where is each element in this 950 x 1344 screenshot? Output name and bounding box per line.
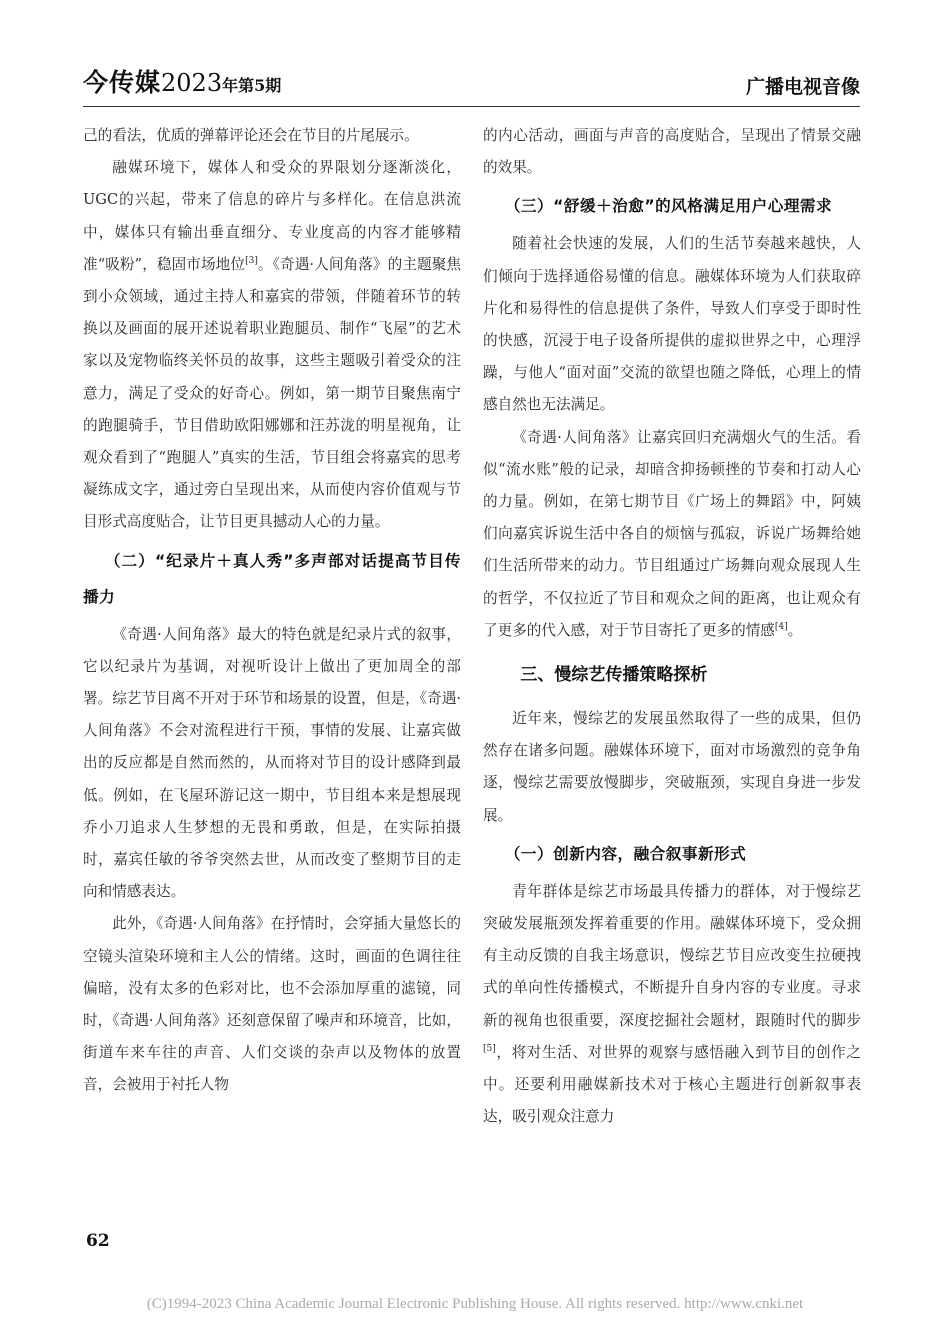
citation-ref: [4] (774, 621, 788, 632)
subsection-heading: （一）创新内容，融合叙事新形式 (504, 844, 747, 863)
paragraph: 的内心活动，画面与声音的高度贴合，呈现出了情景交融的效果。 (483, 127, 861, 177)
journal-name: 今传媒 (83, 68, 162, 97)
citation-ref: [5] (483, 1044, 496, 1055)
paragraph-text: ，将对生活、对世界的观察与感悟融入到节目的创作之中。还要利用融媒新技术对于核心主题进行创新叙事表达，吸引观众注意力 (483, 1043, 861, 1126)
running-header (83, 62, 860, 106)
paragraph: 此外，《奇遇·人间角落》在抒情时，会穿插大量悠长的空镜头渲染环境和主人公的情绪。这时，画面的色调往往偏暗，没有太多的色彩对比，也不会添加厚重的滤镜，同时，《奇遇·人间角落》还刻意保留了噪声和环境音，比如，街道车来车往的声音、人们交谈的杂声以及物体的放置音，会被用于衬托人物 (83, 915, 461, 1094)
journal-issue-number: 5 (254, 76, 266, 95)
paragraph: 随着社会快速的发展，人们的生活节奏越来越快，人们倾向于选择通俗易懂的信息。融媒体环境为人们获取碎片化和易得性的信息提供了条件，导致人们享受于即时性的快感，沉浸于电子设备所提供的虚拟世界之中，心理浮躁，与他人“面对面”交流的欲望也随之降低，心理上的情感自然也无法满足。 (483, 235, 861, 414)
journal-issue-suffix: 期 (265, 76, 282, 95)
paragraph-text: 《奇遇·人间角落》让嘉宾回归充满烟火气的生活。看似“流水账”般的记录，却暗含抑扬顿挫的节奏和打动人心的力量。例如，在第七期节目《广场上的舞蹈》中，阿姨们向嘉宾诉说生活中各自的烦恼与孤寂，诉说广场舞给她们生活所带来的动力。节目组通过广场舞向观众展现人生的哲学，不仅拉近了节目和观众之间的距离，也让观众有了更多的代入感，对于节目寄托了更多的情感 (483, 428, 861, 639)
journal-title (83, 68, 281, 101)
paragraph-text: 。《奇遇·人间角落》的主题聚焦到小众领域，通过主持人和嘉宾的带领，伴随着环节的转换以及画面的展开述说着职业跑腿员、制作“飞屋”的艺术家以及宠物临终关怀员的故事，这些主题吸引着受众的注意力，满足了受众的好奇心。例如，第一期节目聚焦南宁的跑腿骑手，节目借助欧阳娜娜和汪苏泷的明星视角，让观众看到了“跑腿人”真实的生活，节目组会将嘉宾的思考凝练成文字，通过旁白呈现出来，从而使内容价值观与节目形式高度贴合，让节目更具撼动人心的力量。 (83, 255, 461, 531)
paragraph (83, 152, 461, 538)
journal-year: 2023 (161, 69, 223, 97)
subsection-heading: （三）“舒缓＋治愈”的风格满足用户心理需求 (504, 197, 833, 216)
paragraph (483, 422, 861, 647)
journal-year-suffix: 年第 (222, 76, 255, 95)
page-number: 62 (86, 1231, 110, 1251)
paragraph-text: 青年群体是综艺市场最具传播力的群体，对于慢综艺突破发展瓶颈发挥着重要的作用。融媒体环境下，受众拥有主动反馈的自我主场意识，慢综艺节目应改变生拉硬拽式的单向性传播模式，不断提升自身内容的专业度。寻求新的视角也很重要，深度挖掘社会题材，跟随时代的脚步 (483, 882, 861, 1029)
right-column (483, 120, 861, 1133)
citation-ref: [3] (245, 255, 258, 266)
paragraph-text: 融媒环境下，媒体人和受众的界限划分逐渐淡化，UGC的兴起，带来了信息的碎片与多样化。在信息洪流中，媒体只有输出垂直细分、专业度高的内容才能够精准“吸粉”，稳固市场地位 (83, 159, 461, 273)
section-title: 广播电视音像 (745, 76, 860, 98)
left-column (83, 120, 461, 1102)
subsection-heading: （二）“纪录片＋真人秀”多声部对话提高节目传播力 (83, 551, 461, 606)
copyright-footer: (C)1994-2023 China Academic Journal Electronic Publishing House. All rights reserved. http://www.cnki.net (146, 1296, 804, 1312)
paragraph: 《奇遇·人间角落》最大的特色就是纪录片式的叙事，它以纪录片为基调，对视听设计上做出了更加周全的部署。综艺节目离不开对于环节和场景的设置，但是，《奇遇·人间角落》不会对流程进行干预，事情的发展、让嘉宾做出的反应都是自然而然的，从而将对节目的设计感降到最低。例如，在飞屋环游记这一期中，节目组本来是想展现乔小刀追求人生梦想的无畏和勇敢，但是，在实际拍摄时，嘉宾任敏的爷爷突然去世，从而改变了整期节目的走向和情感表达。 (83, 625, 461, 901)
paragraph: 己的看法，优质的弹幕评论还会在节目的片尾展示。 (83, 127, 419, 144)
header-rule (83, 106, 860, 107)
section-heading: 三、慢综艺传播策略探析 (520, 665, 708, 686)
paragraph-text: 。 (787, 621, 803, 639)
paragraph (483, 876, 861, 1134)
paragraph: 近年来，慢综艺的发展虽然取得了一些的成果，但仍然存在诸多问题。融媒体环境下，面对市场激烈的竞争角逐，慢综艺需要放慢脚步，突破瓶颈，实现自身进一步发展。 (483, 710, 861, 824)
